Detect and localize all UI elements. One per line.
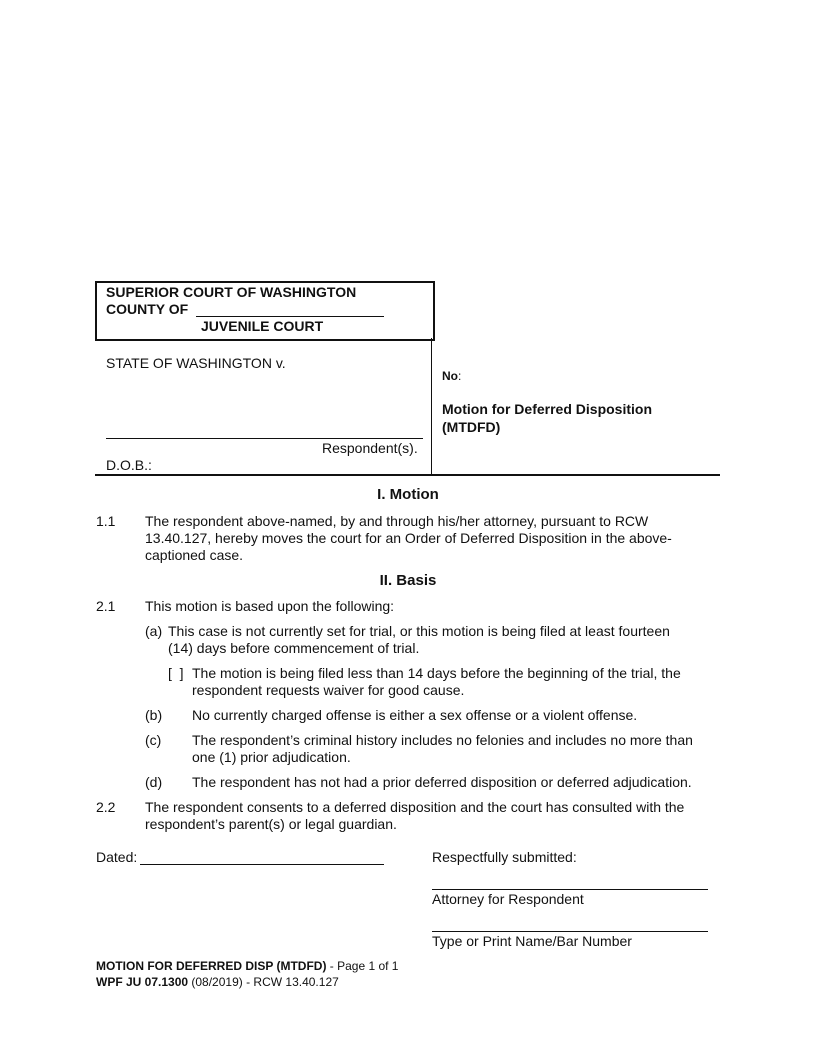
case-number-text: No (442, 369, 458, 383)
waiver-line: The motion is being filed less than 14 days before the beginning of the trial, the (192, 665, 681, 681)
state-label: STATE OF WASHINGTON v. (106, 355, 286, 371)
dob-label: D.O.B.: (106, 457, 152, 473)
item-d-label: (d) (145, 774, 163, 790)
section-2-heading: II. Basis (379, 572, 437, 589)
item-1-1-line: captioned case. (145, 547, 244, 563)
waiver-checkbox[interactable]: [ ] (168, 665, 184, 681)
case-number-colon: : (458, 369, 462, 383)
attorney-label: Attorney for Respondent (432, 891, 584, 907)
item-b-label: (b) (145, 707, 163, 723)
waiver-line: respondent requests waiver for good cause. (192, 682, 465, 698)
item-c-label: (c) (145, 732, 162, 748)
item-2-1-number: 2.1 (96, 598, 116, 614)
county-blank-line[interactable] (196, 316, 384, 317)
item-a-text (168, 623, 670, 657)
footer-title: MOTION FOR DEFERRED DISP (MTDFD) (96, 959, 327, 973)
case-number-label (442, 369, 461, 383)
item-2-1-text: This motion is based upon the following: (145, 598, 395, 614)
document-title (442, 400, 652, 436)
section-1-heading: I. Motion (377, 486, 439, 503)
name-bar-label: Type or Print Name/Bar Number (432, 933, 632, 949)
item-2-2-number: 2.2 (96, 799, 116, 815)
item-1-1-line: The respondent above-named, by and through his/her attorney, pursuant to RCW (145, 513, 649, 529)
item-c-line: one (1) prior adjudication. (192, 749, 351, 765)
item-2-2-line: The respondent consents to a deferred disposition and the court has consulted with the (145, 799, 685, 815)
footer-line-1 (96, 959, 398, 973)
item-2-2-text (145, 799, 684, 833)
item-a-line: This case is not currently set for trial, or this motion is being filed at least fourteen (168, 623, 670, 639)
item-a-label: (a) (145, 623, 163, 639)
caption-bottom-rule (95, 474, 720, 476)
waiver-text (192, 665, 681, 699)
item-c-line: The respondent’s criminal history includes no felonies and includes no more than (192, 732, 693, 748)
respondent-name-line[interactable] (106, 438, 423, 439)
respectfully-submitted: Respectfully submitted: (432, 849, 577, 865)
footer-page-info: - Page 1 of 1 (326, 959, 399, 973)
item-1-1-text (145, 513, 672, 564)
item-d-text: The respondent has not had a prior deferred disposition or deferred adjudication. (192, 774, 692, 790)
name-bar-line[interactable] (432, 931, 708, 932)
respondent-label: Respondent(s). (322, 440, 418, 456)
juvenile-court-label: JUVENILE COURT (201, 318, 324, 334)
document-title-line1: Motion for Deferred Disposition (442, 401, 652, 417)
footer-form-info: (08/2019) - RCW 13.40.127 (188, 975, 339, 989)
item-b-text: No currently charged offense is either a sex offense or a violent offense. (192, 707, 638, 723)
court-name: SUPERIOR COURT OF WASHINGTON (106, 284, 357, 300)
document-title-line2: (MTDFD) (442, 419, 501, 435)
footer-line-2 (96, 975, 339, 989)
attorney-signature-line[interactable] (432, 889, 708, 890)
county-label: COUNTY OF (106, 301, 189, 317)
dated-blank-line[interactable] (140, 864, 384, 865)
item-1-1-number: 1.1 (96, 513, 116, 529)
item-a-line: (14) days before commencement of trial. (168, 640, 420, 656)
dated-label: Dated: (96, 849, 138, 865)
footer-form-number: WPF JU 07.1300 (96, 975, 189, 989)
caption-divider (431, 338, 432, 474)
item-c-text (192, 732, 693, 766)
item-1-1-line: 13.40.127, hereby moves the court for an Order of Deferred Disposition in the above- (145, 530, 672, 546)
item-2-2-line: respondent’s parent(s) or legal guardian. (145, 816, 397, 832)
